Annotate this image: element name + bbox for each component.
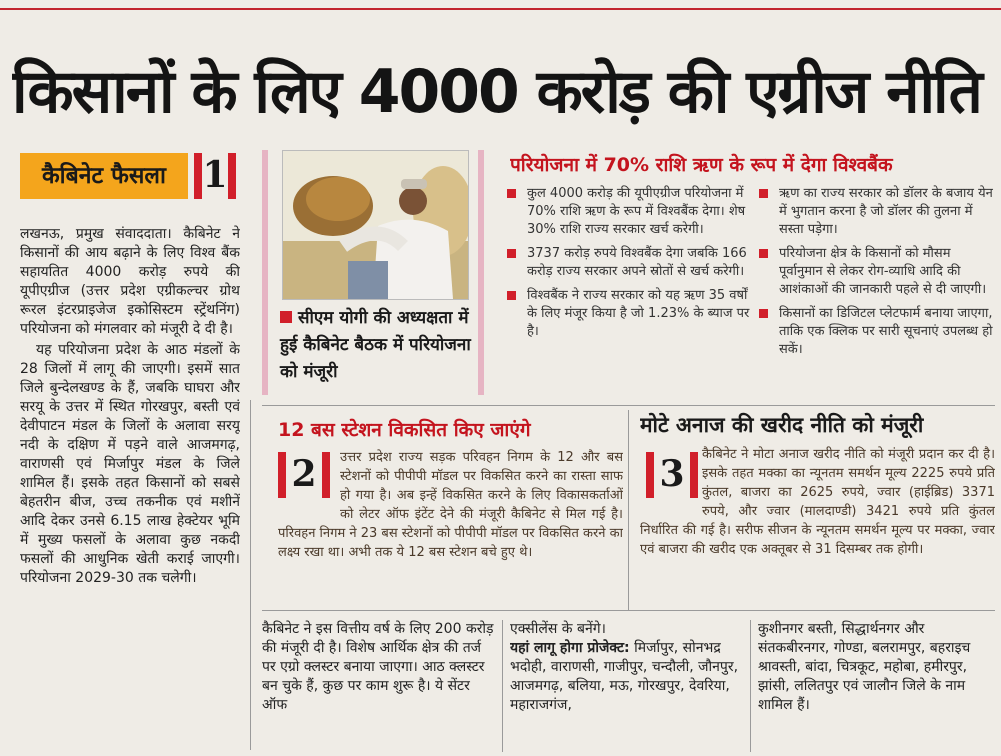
worldbank-heading: परियोजना में 70% राशि ऋण के रूप में देगा विश्वबैंक <box>510 154 893 176</box>
bottom-col-2-rest: मिर्जापुर, सोनभद्र भदोही, वाराणसी, गाजीपुर, चन्दौली, जौनपुर, आजमगढ़, बलिया, मऊ, गोरखपुर, देवरिया, महाराजगंज, <box>510 640 739 713</box>
worldbank-left-col <box>505 185 750 400</box>
lead-paragraph-1: लखनऊ, प्रमुख संवाददाता। कैबिनेट ने किसानों की आय बढ़ाने के लिए विश्व बैंक सहायतित 4000 करोड़ रुपये की यूपीएग्रीज (उत्तर प्रदेश एग्रीकल्चर ग्रोथ रूरल इंटरप्राइजेज इकोसिस्टम स्ट्रेंथनिंग) परियोजना को मंगलवार को मंजूरी दे दी है। <box>20 226 240 337</box>
story-number-3: 3 <box>646 452 698 498</box>
bottom-col-3: कुशीनगर बस्ती, सिद्धार्थनगर और संतकबीरनगर, गोण्डा, बलरामपुर, बहराइच श्रावस्ती, बांदा, चित्रकूट, महोबा, हमीरपुर, झांसी, ललितपुर एवं जालौन जिले के नाम शामिल हैं। <box>758 621 971 713</box>
red-square-icon <box>759 249 768 258</box>
bottom-divider-2 <box>750 620 751 752</box>
grain-heading: मोटे अनाज की खरीद नीति को मंजूरी <box>640 413 924 437</box>
bottom-col-2 <box>510 620 745 752</box>
lead-paragraph-2: यह परियोजना प्रदेश के आठ मंडलों के 28 जिलों में लागू की जाएगी। इसमें सात जिले बुन्देलखण्ड के हैं, जबकि घाघरा और सरयू के उत्तर में स्थित गोरखपुर, बस्ती एवं देवीपाटन मंडल के जिलों के अलावा सरयू नदी के दक्षिण में पड़ने वाले आजमगढ़, वाराणसी एवं मिर्जापुर मंडल के जिले शामिल हैं। इसके तहत किसानों को सबसे बेहतरीन बीज, उच्च तकनीक एवं मशीनें आदि देकर उनसे 6.15 लाख हेक्टेयर भूमि में मुख्य फसलों के अलावा कुछ नकदी फसलों की आधुनिक खेती कराई जाएगी। परियोजना 2029-30 तक चलेगी। <box>20 342 240 586</box>
red-square-icon <box>759 309 768 318</box>
cabinet-meeting-photo <box>282 150 469 300</box>
story-divider <box>628 410 629 610</box>
column-divider <box>250 400 251 750</box>
bottom-divider-1 <box>502 620 503 752</box>
bottom-col-1: कैबिनेट ने इस वित्तीय वर्ष के लिए 200 करोड़ की मंजूरी दी है। विशेष आर्थिक क्षेत्र की तर्ज पर एग्रो क्लस्टर बनाया जाएगा। आठ क्लस्टर बन चुके हैं, कुछ पर काम शुरू है। ये सेंटर ऑफ <box>262 621 494 713</box>
worldbank-bullet: किसानों का डिजिटल प्लेटफार्म बनाया जाएगा, ताकि एक क्लिक पर सारी सूचनाएं उपलब्ध हो सकें। <box>757 305 995 359</box>
worldbank-right-col <box>757 185 995 400</box>
top-rule <box>0 8 1001 10</box>
pink-divider-right <box>478 150 484 395</box>
worldbank-bullet: कुल 4000 करोड़ की यूपीएग्रीज परियोजना में 70% राशि ऋण के रूप में विश्वबैंक देगा। शेष 30% राशि राज्य सरकार खर्च करेगी। <box>505 185 750 239</box>
red-square-icon <box>507 291 516 300</box>
story-number-2: 2 <box>278 452 330 498</box>
worldbank-bullet: 3737 करोड़ रुपये विश्वबैंक देगा जबकि 166 करोड़ राज्य सरकार अपने स्रोतों से खर्च करेगी। <box>505 245 750 281</box>
bus-text: उत्तर प्रदेश राज्य सड़क परिवहन निगम के 12 और बस स्टेशनों को पीपीपी मॉडल पर विकसित करने का रास्ता साफ हो गया है। अब इन्हें विकसित करने के लिए विकासकर्ताओं को लेटर ऑफ इंटेंट देने की मंजूरी कैबिनेट से मिल गई है। परिवहन निगम ने 23 बस स्टेशनों को पीपीपी मॉडल पर विकसित करने का लक्ष्य रखा था। अभी तक ये 12 बस स्टेशन बचे हुए थे। <box>278 450 623 560</box>
pink-divider-left <box>262 150 268 395</box>
bottom-col-2-lead: एक्सीलेंस के बनेंगे। <box>510 621 606 637</box>
worldbank-bullet: परियोजना क्षेत्र के किसानों को मौसम पूर्वानुमान से लेकर रोग-व्याधि आदि की आशंकाओं की जानकारी पहले से दी जाएगी। <box>757 245 995 299</box>
bus-heading: 12 बस स्टेशन विकसित किए जाएंगे <box>278 419 531 441</box>
grain-article <box>640 445 995 605</box>
worldbank-bullet: विश्वबैंक ने राज्य सरकार को यह ऋण 35 वर्षों के लिए मंजूर किया है जो 1.23% के ब्याज पर है। <box>505 287 750 341</box>
caption-bullet-icon <box>280 311 292 323</box>
worldbank-bullet: ऋण का राज्य सरकार को डॉलर के बजाय येन में भुगतान करना है जो डॉलर की तुलना में सस्ता पड़ेगा। <box>757 185 995 239</box>
farmer-with-wheat-illustration <box>283 151 468 299</box>
project-districts-label: यहां लागू होगा प्रोजेक्ट: <box>510 640 630 656</box>
grain-text: कैबिनेट ने मोटा अनाज खरीद नीति को मंजूरी प्रदान कर दी है। इसके तहत मक्का का न्यूनतम समर्थन मूल्य 2225 रुपये प्रति कुंतल, बाजरा का 2625 रुपये, ज्वार (हाईब्रिड) 3371 रुपये, और ज्वार (मालदाण्डी) 3421 रुपये प्रति कुंतल निर्धारित की गई है। सरीफ सीजन के न्यूनतम समर्थन मूल्य पर मक्का, ज्वार एवं बाजरा की खरीद एक अक्तूबर से 31 दिसम्बर तक होगी। <box>640 447 995 557</box>
kicker-label: कैबिनेट फैसला <box>20 153 188 199</box>
section-rule <box>262 405 995 406</box>
story-number-1: 1 <box>194 153 236 199</box>
lead-article <box>20 225 240 750</box>
red-square-icon <box>759 189 768 198</box>
bus-article <box>278 448 623 603</box>
photo-caption <box>280 305 475 395</box>
red-square-icon <box>507 189 516 198</box>
caption-text: सीएम योगी की अध्यक्षता में हुई कैबिनेट बैठक में परियोजना को मंजूरी <box>280 308 471 382</box>
red-square-icon <box>507 249 516 258</box>
bottom-section-rule <box>262 610 995 611</box>
headline: किसानों के लिए 4000 करोड़ की एग्रीज नीति <box>12 57 981 127</box>
